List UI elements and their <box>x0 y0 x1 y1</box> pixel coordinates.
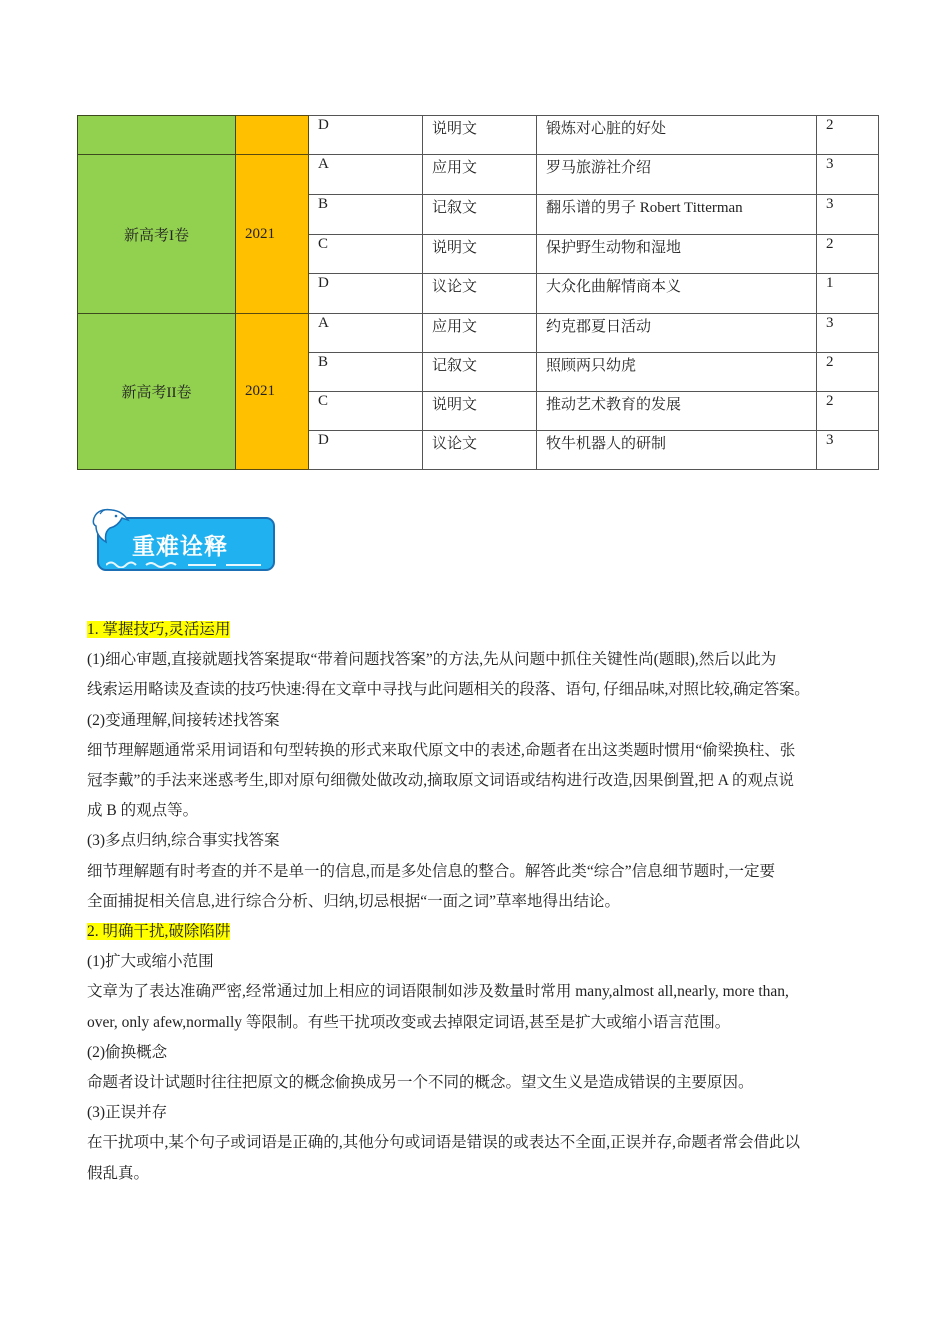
paragraph-line: 命题者设计试题时往往把原文的概念偷换成另一个不同的概念。望文生义是造成错误的主要原因。 <box>87 1074 754 1092</box>
genre-cell: 应用文 <box>423 314 537 353</box>
topic-cell: 推动艺术教育的发展 <box>537 392 817 431</box>
passage-cell: A <box>309 155 423 195</box>
passage-cell: A <box>309 314 423 353</box>
genre-cell: 说明文 <box>423 116 537 155</box>
banner-title: 重难诠释 <box>132 534 228 560</box>
exam-cell <box>78 116 236 155</box>
section-heading: 2. 明确干扰,破除陷阱 <box>87 923 231 941</box>
paragraph-line: (1)细心审题,直接就题找答案提取“带着问题找答案”的方法,先从问题中抓住关键性尚(题眼),然后以此为 <box>87 651 777 669</box>
paragraph-line: over, only afew,normally 等限制。有些干扰项改变或去掉限定词语,甚至是扩大或缩小语言范围。 <box>87 1013 731 1031</box>
wave-decoration-icon <box>106 560 266 568</box>
paragraph-line: 冠李戴”的手法来迷惑考生,即对原句细微处做改动,摘取原文词语或结构进行改造,因果倒置,把 A 的观点说 <box>87 772 794 790</box>
subheading: (2)变通理解,间接转述找答案 <box>87 711 280 729</box>
count-cell: 3 <box>817 195 879 235</box>
topic-cell: 照顾两只幼虎 <box>537 353 817 392</box>
genre-cell: 记叙文 <box>423 195 537 235</box>
subheading: (1)扩大或缩小范围 <box>87 953 214 971</box>
passage-cell: D <box>309 274 423 314</box>
explanation-content <box>87 615 887 1189</box>
paragraph-line: 细节理解题有时考查的并不是单一的信息,而是多处信息的整合。解答此类“综合”信息细节题时,一定要 <box>87 862 776 880</box>
passage-cell: C <box>309 235 423 274</box>
topic-cell: 牧牛机器人的研制 <box>537 431 817 470</box>
table-row <box>78 155 879 195</box>
year-cell <box>236 116 309 155</box>
genre-cell: 记叙文 <box>423 353 537 392</box>
section-heading: 1. 掌握技巧,灵活运用 <box>87 621 231 638</box>
passage-cell: C <box>309 392 423 431</box>
topic-cell: 翻乐谱的男子 Robert Titterman <box>537 195 817 235</box>
passage-cell: D <box>309 431 423 470</box>
count-cell: 2 <box>817 235 879 274</box>
paragraph-line: 细节理解题通常采用词语和句型转换的形式来取代原文中的表述,命题者在出这类题时惯用“偷梁换柱、张 <box>87 741 796 759</box>
paragraph-line: 线索运用略读及查读的技巧快速:得在文章中寻找与此问题相关的段落、语句, 仔细品味,对照比较,确定答案。 <box>87 681 810 699</box>
dolphin-icon <box>88 504 132 550</box>
reading-passages-table <box>77 115 879 470</box>
passage-cell: B <box>309 195 423 235</box>
topic-cell: 大众化曲解情商本义 <box>537 274 817 314</box>
genre-cell: 议论文 <box>423 274 537 314</box>
genre-cell: 说明文 <box>423 392 537 431</box>
paragraph-line: 文章为了表达准确严密,经常通过加上相应的词语限制如涉及数量时常用 many,almost all,nearly, more than, <box>87 983 789 1001</box>
subheading: (3)正误并存 <box>87 1104 168 1122</box>
table-row <box>78 116 879 155</box>
topic-cell: 保护野生动物和湿地 <box>537 235 817 274</box>
genre-cell: 议论文 <box>423 431 537 470</box>
table-row <box>78 314 879 353</box>
topic-cell: 锻炼对心脏的好处 <box>537 116 817 155</box>
paragraph-line: 成 B 的观点等。 <box>87 802 199 820</box>
count-cell: 3 <box>817 314 879 353</box>
passage-cell: D <box>309 116 423 155</box>
exam-cell: 新高考I卷 <box>78 155 236 314</box>
paragraph-line: 假乱真。 <box>87 1164 150 1182</box>
subheading: (3)多点归纳,综合事实找答案 <box>87 832 280 850</box>
count-cell: 3 <box>817 155 879 195</box>
exam-cell: 新高考II卷 <box>78 314 236 470</box>
year-cell: 2021 <box>236 314 309 470</box>
genre-cell: 说明文 <box>423 235 537 274</box>
paragraph-line: 全面捕捉相关信息,进行综合分析、归纳,切忌根据“一面之词”草率地得出结论。 <box>87 892 621 910</box>
count-cell: 2 <box>817 353 879 392</box>
count-cell: 1 <box>817 274 879 314</box>
count-cell: 3 <box>817 431 879 470</box>
passage-cell: B <box>309 353 423 392</box>
genre-cell: 应用文 <box>423 155 537 195</box>
topic-cell: 约克郡夏日活动 <box>537 314 817 353</box>
year-cell: 2021 <box>236 155 309 314</box>
topic-cell: 罗马旅游社介绍 <box>537 155 817 195</box>
count-cell: 2 <box>817 116 879 155</box>
paragraph-line: 在干扰项中,某个句子或词语是正确的,其他分句或词语是错误的或表达不全面,正误并存,命题者常会借此以 <box>87 1134 801 1152</box>
count-cell: 2 <box>817 392 879 431</box>
section-banner <box>88 504 280 576</box>
subheading: (2)偷换概念 <box>87 1043 168 1061</box>
